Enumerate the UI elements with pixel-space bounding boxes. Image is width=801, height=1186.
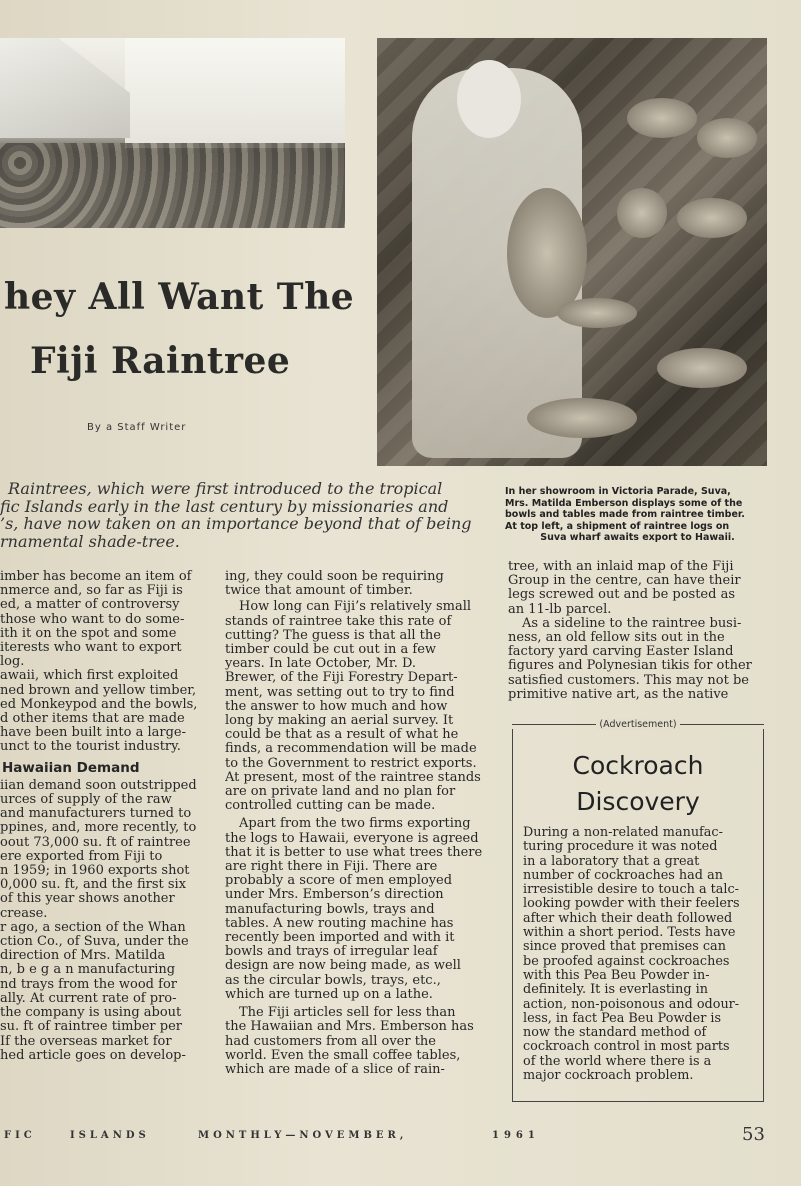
text-line: of the world where there is a [523, 1053, 712, 1069]
text-line: turing procedure it was noted [523, 839, 718, 855]
text-line: now the standard method of [523, 1025, 707, 1041]
text-line: be proofed against cockroaches [523, 953, 730, 969]
text-line: unct to the tourist industry. [0, 740, 181, 755]
text-line: n 1959; in 1960 exports shot [0, 864, 190, 879]
text-line: As a sideline to the raintree busi- [522, 616, 742, 631]
text-line: ned brown and yellow timber, [0, 683, 197, 698]
text-line: crease. [0, 906, 48, 921]
text-line: action, non-poisonous and odour- [523, 996, 740, 1012]
text-line: long by making an aerial survey. It [225, 714, 454, 729]
text-line: iian demand soon outstripped [0, 778, 197, 793]
text-line: with this Pea Beu Powder in- [523, 967, 710, 983]
text-line: satisfied customers. This may not be [508, 673, 749, 688]
text-line: of this year shows another [0, 892, 175, 907]
text-line: recently been imported and with it [225, 931, 455, 946]
intro-line: Raintrees, which were first introduced to the tropical [8, 479, 443, 498]
text-line: su. ft of raintree timber per [0, 1020, 182, 1035]
text-line: probably a score of men employed [225, 874, 453, 889]
text-line: which are turned up on a lathe. [225, 987, 433, 1002]
photo-caption [505, 486, 770, 544]
text-line: ed, a matter of controversy [0, 598, 180, 613]
text-line: manufacturing bowls, trays and [225, 902, 435, 917]
text-line: world. Even the small coffee tables, [225, 1048, 461, 1063]
text-line: looking powder with their feelers [523, 896, 740, 912]
text-line: Brewer, of the Fiji Forestry Depart- [225, 671, 458, 686]
intro-line: fic Islands early in the last century by missionaries and [0, 496, 449, 516]
text-line: years. In late October, Mr. D. [225, 657, 417, 672]
text-line: nd trays from the wood for [0, 977, 177, 992]
text-line: ed Monkeypod and the bowls, [0, 697, 198, 712]
text-line: the answer to how much and how [225, 699, 448, 714]
photo-showroom [377, 38, 767, 466]
advert-title-line-1: Cockroach [572, 751, 704, 780]
text-line: nmerce and, so far as Fiji is [0, 584, 183, 599]
text-line: factory yard carving Easter Island [508, 645, 734, 660]
footer-year: 1961 [492, 1130, 540, 1141]
text-line: an 11-lb parcel. [508, 602, 612, 617]
text-line: ction Co., of Suva, under the [0, 935, 189, 950]
text-line: had customers from all over the [225, 1034, 437, 1049]
text-line: cockroach control in most parts [523, 1039, 730, 1055]
text-line: imber has become an item of [0, 570, 192, 584]
text-line: r ago, a section of the Whan [0, 920, 186, 935]
article-column-1 [0, 570, 208, 1063]
advert-title [512, 748, 764, 820]
footer-word-3: MONTHLY—NOVEMBER, [198, 1130, 408, 1141]
text-line: stands of raintree take this rate of [225, 614, 452, 629]
advert-label: (Advertisement) [512, 719, 764, 730]
text-line: ere exported from Fiji to [0, 849, 163, 864]
text-line: The Fiji articles sell for less than [239, 1006, 456, 1021]
page-footer [0, 1124, 801, 1148]
text-line: Apart from the two firms exporting [239, 817, 471, 832]
text-line: oout 73,000 su. ft of raintree [0, 835, 191, 850]
text-line: since proved that premises can [523, 939, 726, 955]
text-line: under Mrs. Emberson’s direction [225, 888, 444, 903]
text-line: within a short period. Tests have [523, 925, 736, 941]
photo-raintree-logs [0, 38, 345, 228]
article-column-3 [508, 560, 773, 702]
advert-title-line-2: Discovery [576, 787, 700, 816]
text-line: d other items that are made [0, 712, 185, 727]
text-line: after which their death followed [523, 910, 733, 926]
text-line: ith it on the spot and some [0, 626, 177, 641]
text-line: At present, most of the raintree stands [225, 770, 481, 785]
text-line: which are made of a slice of rain- [225, 1062, 445, 1077]
text-line: controlled cutting can be made. [225, 799, 436, 814]
text-line: ppines, and, more recently, to [0, 821, 197, 836]
headline-line-1: hey All Want The [4, 276, 355, 318]
text-line: the company is using about [0, 1006, 182, 1021]
text-line: legs screwed out and be posted as [508, 588, 736, 603]
intro-line: rnamental shade-tree. [0, 531, 180, 551]
text-line: the logs to Hawaii, everyone is agreed [225, 831, 479, 846]
intro-line: ’s, have now taken on an importance beyond that of being [0, 514, 472, 533]
text-line: in a laboratory that a great [523, 853, 700, 869]
byline: By a Staff Writer [87, 422, 187, 433]
text-line: hed article goes on develop- [0, 1048, 186, 1063]
headline-line-2: Fiji Raintree [30, 340, 291, 382]
text-line: 0,000 su. ft, and the first six [0, 878, 187, 893]
caption-line: Suva wharf awaits export to Hawaii. [540, 532, 735, 543]
text-line: design are now being made, as well [225, 959, 461, 974]
caption-line: Mrs. Matilda Emberson displays some of the [505, 497, 743, 509]
text-line: figures and Polynesian tikis for other [508, 659, 752, 674]
text-line: ing, they could soon be requiring [225, 570, 444, 584]
text-line: are right there in Fiji. There are [225, 860, 438, 875]
text-line: tree, with an inlaid map of the Fiji [508, 560, 734, 574]
text-line: irresistible desire to touch a talc- [523, 882, 740, 898]
text-line: Group in the centre, can have their [508, 574, 741, 589]
column-1-para-1 [0, 570, 208, 755]
footer-word-2: ISLANDS [70, 1130, 150, 1141]
text-line: the Hawaiian and Mrs. Emberson has [225, 1020, 474, 1035]
article-column-2 [225, 570, 490, 1077]
text-line: could be that as a result of what he [225, 728, 459, 743]
text-line: bowls and trays of irregular leaf [225, 945, 438, 960]
text-line: ness, an old fellow sits out in the [508, 631, 725, 646]
text-line: timber could be cut out in a few [225, 643, 437, 658]
text-line: that it is better to use what trees there [225, 845, 483, 860]
text-line: and manufacturers turned to [0, 807, 192, 822]
advert-body [523, 826, 755, 1083]
text-line: direction of Mrs. Matilda [0, 949, 166, 964]
text-line: tables. A new routing machine has [225, 916, 454, 931]
text-line: major cockroach problem. [523, 1068, 694, 1084]
text-line: as the circular bowls, trays, etc., [225, 973, 441, 988]
text-line: definitely. It is everlasting in [523, 982, 708, 998]
text-line: those who want to do some- [0, 612, 185, 627]
text-line: ally. At current rate of pro- [0, 991, 177, 1006]
text-line: to the Government to restrict exports. [225, 756, 477, 771]
text-line: ment, was setting out to try to find [225, 685, 455, 700]
article-intro [0, 480, 480, 550]
text-line: log. [0, 655, 25, 670]
subhead-hawaiian-demand: Hawaiian Demand [2, 759, 140, 776]
text-line: have been built into a large- [0, 726, 186, 741]
text-line: less, in fact Pea Beu Powder is [523, 1010, 722, 1026]
text-line: are on private land and no plan for [225, 785, 456, 800]
caption-line: At top left, a shipment of raintree logs on [505, 520, 730, 532]
text-line: cutting? The guess is that all the [225, 628, 441, 643]
text-line: urces of supply of the raw [0, 793, 172, 808]
text-line: number of cockroaches had an [523, 867, 723, 883]
caption-line: In her showroom in Victoria Parade, Suva, [505, 486, 731, 497]
text-line: finds, a recommendation will be made [225, 742, 477, 757]
text-line: How long can Fiji’s relatively small [239, 600, 472, 615]
text-line: n, b e g a n manufacturing [0, 963, 176, 978]
text-line: awaii, which first exploited [0, 669, 179, 684]
footer-word-1: FIC [4, 1130, 36, 1141]
text-line: During a non-related manufac- [523, 825, 723, 840]
page-number: 53 [742, 1124, 765, 1145]
caption-line: bowls and tables made from raintree timber. [505, 509, 745, 520]
column-1-para-2 [0, 779, 208, 1063]
text-line: twice that amount of timber. [225, 584, 413, 599]
text-line: primitive native art, as the native [508, 687, 729, 702]
text-line: If the overseas market for [0, 1034, 172, 1049]
text-line: iterests who want to export [0, 641, 182, 656]
